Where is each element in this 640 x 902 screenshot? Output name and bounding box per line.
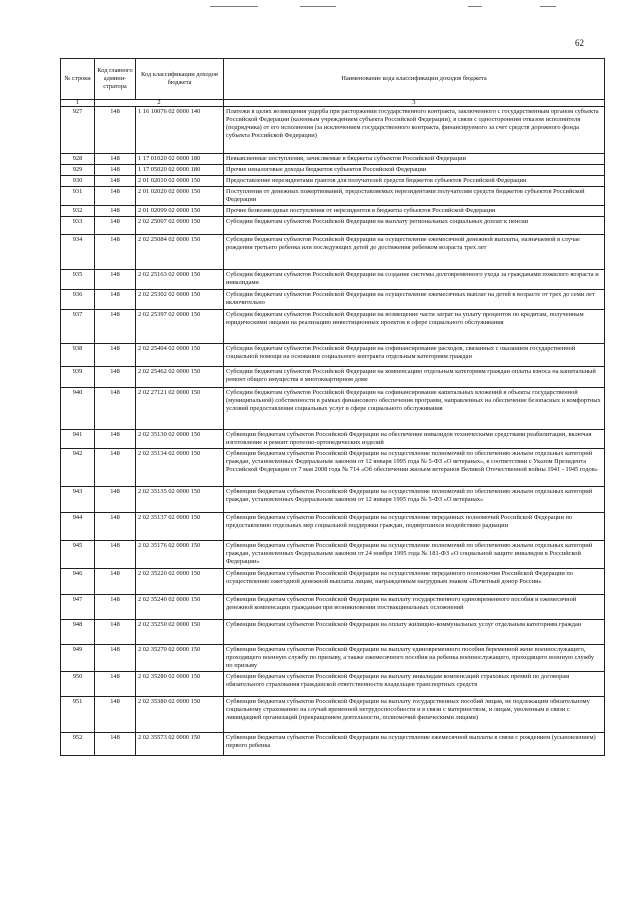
- cell-code-name: Субвенции бюджетам субъектов Российской Федерации на обеспечение инвалидов техническими средствами реабилитации, включая изготовление и ремонт протезно-ортопедических изделий: [224, 430, 605, 449]
- cell-admin-code: 148: [95, 513, 136, 541]
- cell-code-name: Прочие безвозмездные поступления от нерезидентов в бюджеты субъектов Российской Федерации: [224, 206, 605, 217]
- table-row: [61, 235, 605, 270]
- cell-code-name: Субвенции бюджетам субъектов Российской Федерации на осуществление полномочий по обеспечению жильем отдельных категорий граждан, установленных Федеральным законом от 12 января 1995 года № 5-ФЗ «О ветеранах»: [224, 487, 605, 513]
- cell-classification-code: 2 02 25007 02 0000 150: [136, 217, 224, 235]
- table-row: [61, 187, 605, 206]
- cell-code-name: Субсидии бюджетам субъектов Российской Федерации на создание системы долговременного ухода за гражданами пожилого возраста и инвалидами: [224, 270, 605, 290]
- column-number-row: [61, 100, 605, 107]
- cell-classification-code: 2 02 35130 02 0000 150: [136, 430, 224, 449]
- cell-code-name: Субвенции бюджетам субъектов Российской Федерации на оплату жилищно-коммунальных услуг отдельным категориям граждан: [224, 620, 605, 645]
- cell-admin-code: 148: [95, 107, 136, 154]
- cell-code-name: Субвенции бюджетам субъектов Российской Федерации на выплату единовременного пособия беременной жене военнослужащего, проходящего военную службу по призыву, а также ежемесячного пособия на ребенка военнослужащего, проходящего военную службу по призыву: [224, 645, 605, 672]
- cell-classification-code: 2 02 35280 02 0000 150: [136, 672, 224, 697]
- table-row: [61, 290, 605, 310]
- cell-admin-code: 148: [95, 270, 136, 290]
- cell-admin-code: 148: [95, 595, 136, 620]
- cell-row-number: 941: [61, 430, 95, 449]
- table-row: [61, 569, 605, 595]
- cell-admin-code: 148: [95, 620, 136, 645]
- cell-row-number: 940: [61, 388, 95, 430]
- cell-classification-code: 2 01 02099 02 0000 150: [136, 206, 224, 217]
- table-row: [61, 733, 605, 756]
- header-admin-code: Код главного админи-стратора: [95, 59, 136, 100]
- table-row: [61, 513, 605, 541]
- cell-row-number: 945: [61, 541, 95, 569]
- scan-artifact-line: [540, 6, 556, 7]
- cell-row-number: 931: [61, 187, 95, 206]
- cell-row-number: 944: [61, 513, 95, 541]
- page-number: 62: [575, 38, 584, 48]
- cell-code-name: Субвенции бюджетам субъектов Российской Федерации на выплату инвалидам компенсаций страховых премий по договорам обязательного страхования гражданской ответственности владельцев транспортных средств: [224, 672, 605, 697]
- cell-classification-code: 2 02 35250 02 0000 150: [136, 620, 224, 645]
- table-row: [61, 217, 605, 235]
- table-row: [61, 645, 605, 672]
- cell-row-number: 949: [61, 645, 95, 672]
- table-row: [61, 449, 605, 487]
- scan-artifact-line: [300, 6, 336, 7]
- cell-admin-code: 148: [95, 430, 136, 449]
- cell-row-number: 951: [61, 697, 95, 733]
- cell-admin-code: 148: [95, 187, 136, 206]
- cell-classification-code: 2 01 02020 02 0000 150: [136, 187, 224, 206]
- cell-row-number: 939: [61, 367, 95, 388]
- cell-row-number: 935: [61, 270, 95, 290]
- table-row: [61, 541, 605, 569]
- cell-admin-code: 148: [95, 310, 136, 344]
- budget-classification-table: [60, 58, 605, 756]
- cell-classification-code: 2 02 25397 02 0000 150: [136, 310, 224, 344]
- cell-row-number: 936: [61, 290, 95, 310]
- cell-row-number: 934: [61, 235, 95, 270]
- cell-row-number: 933: [61, 217, 95, 235]
- cell-code-name: Прочие неналоговые доходы бюджетов субъектов Российской Федерации: [224, 165, 605, 176]
- cell-code-name: Субсидии бюджетам субъектов Российской Федерации на выплату региональных социальных доплат к пенсии: [224, 217, 605, 235]
- header-row-number: № строки: [61, 59, 95, 100]
- table-row: [61, 430, 605, 449]
- table-row: [61, 697, 605, 733]
- cell-admin-code: 148: [95, 697, 136, 733]
- column-number: 3: [224, 100, 605, 107]
- cell-admin-code: 148: [95, 235, 136, 270]
- scan-artifact-line: [210, 6, 258, 7]
- cell-admin-code: 148: [95, 487, 136, 513]
- cell-classification-code: 2 02 25302 02 0000 150: [136, 290, 224, 310]
- cell-admin-code: 148: [95, 733, 136, 756]
- table-row: [61, 165, 605, 176]
- cell-admin-code: 148: [95, 449, 136, 487]
- cell-classification-code: 2 02 25084 02 0000 150: [136, 235, 224, 270]
- cell-code-name: Поступления от денежных пожертвований, предоставляемых нерезидентами получателям средств бюджетов субъектов Российской Федерации: [224, 187, 605, 206]
- cell-admin-code: 148: [95, 367, 136, 388]
- cell-code-name: Субвенции бюджетам субъектов Российской Федерации на осуществление полномочий по обеспечению жильем отдельных категорий граждан, установленных Федеральным законом от 24 ноября 1995 года № 181-ФЗ «О социальной защите инвалидов в Российской Федерации»: [224, 541, 605, 569]
- cell-row-number: 928: [61, 154, 95, 165]
- cell-code-name: Невыясненные поступления, зачисляемые в бюджеты субъектов Российской Федерации: [224, 154, 605, 165]
- cell-classification-code: 2 02 35176 02 0000 150: [136, 541, 224, 569]
- table-row: [61, 388, 605, 430]
- cell-row-number: 943: [61, 487, 95, 513]
- cell-row-number: 930: [61, 176, 95, 187]
- cell-row-number: 946: [61, 569, 95, 595]
- cell-classification-code: 1 17 01020 02 0000 180: [136, 154, 224, 165]
- column-number: 1: [61, 100, 95, 107]
- table-header-row: [61, 59, 605, 100]
- cell-classification-code: 2 02 25163 02 0000 150: [136, 270, 224, 290]
- cell-code-name: Платежи в целях возмещения ущерба при расторжении государственного контракта, заключенного с государственным органом субъекта Российской Федерации (казенным учреждением субъекта Российской Федерации), в связи с односторонним отказом исполнителя (подрядчика) от его исполнения (за исключением государственного контракта, финансируемого за счет средств дорожного фонда субъекта Российской Федерации): [224, 107, 605, 154]
- cell-classification-code: 2 02 25404 02 0000 150: [136, 344, 224, 367]
- cell-classification-code: 1 17 05020 02 0000 180: [136, 165, 224, 176]
- scan-artifact-line: [468, 6, 482, 7]
- cell-row-number: 948: [61, 620, 95, 645]
- cell-row-number: 942: [61, 449, 95, 487]
- cell-code-name: Субвенции бюджетам субъектов Российской Федерации на выплату государственного единовременного пособия и ежемесячной денежной компенсации гражданам при возникновении поствакцинальных осложнений: [224, 595, 605, 620]
- cell-classification-code: 2 02 35134 02 0000 150: [136, 449, 224, 487]
- table-row: [61, 206, 605, 217]
- table-row: [61, 176, 605, 187]
- cell-classification-code: 2 02 35220 02 0000 150: [136, 569, 224, 595]
- cell-classification-code: 2 02 35573 02 0000 150: [136, 733, 224, 756]
- table-row: [61, 344, 605, 367]
- table-row: [61, 487, 605, 513]
- cell-code-name: Субвенции бюджетам субъектов Российской Федерации на осуществление полномочий по обеспечению жильем отдельных категорий граждан, установленных Федеральным законом от 12 января 1995 года № 5-ФЗ «О ветеранах», в соответствии с Указом Президента Российской Федерации от 7 мая 2008 года № 714 «Об обеспечении жильем ветеранов Великой Отечественной войны 1941 - 1945 годов»: [224, 449, 605, 487]
- cell-classification-code: 2 02 35137 02 0000 150: [136, 513, 224, 541]
- cell-classification-code: 2 02 27121 02 0000 150: [136, 388, 224, 430]
- cell-row-number: 950: [61, 672, 95, 697]
- cell-code-name: Субсидии бюджетам субъектов Российской Федерации на возмещение части затрат на уплату процентов по кредитам, полученным юридическими лицами на реализацию инвестиционных проектов в сфере социального обслуживания: [224, 310, 605, 344]
- cell-admin-code: 148: [95, 672, 136, 697]
- cell-admin-code: 148: [95, 541, 136, 569]
- cell-classification-code: 2 02 35240 02 0000 150: [136, 595, 224, 620]
- column-number: 2: [95, 100, 224, 107]
- cell-code-name: Субсидии бюджетам субъектов Российской Федерации на компенсацию отдельным категориям граждан оплаты взноса на капитальный ремонт общего имущества в многоквартирном доме: [224, 367, 605, 388]
- cell-admin-code: 148: [95, 206, 136, 217]
- cell-row-number: 937: [61, 310, 95, 344]
- cell-admin-code: 148: [95, 217, 136, 235]
- table-row: [61, 367, 605, 388]
- cell-classification-code: 1 16 10076 02 0000 140: [136, 107, 224, 154]
- cell-admin-code: 148: [95, 154, 136, 165]
- cell-row-number: 947: [61, 595, 95, 620]
- cell-code-name: Субвенции бюджетам субъектов Российской Федерации на осуществление ежемесячной выплаты в связи с рождением (усыновлением) первого ребенка: [224, 733, 605, 756]
- table-row: [61, 154, 605, 165]
- cell-classification-code: 2 02 25462 02 0000 150: [136, 367, 224, 388]
- cell-admin-code: 148: [95, 645, 136, 672]
- table-row: [61, 270, 605, 290]
- cell-classification-code: 2 02 35135 02 0000 150: [136, 487, 224, 513]
- cell-code-name: Субсидии бюджетам субъектов Российской Федерации на софинансирование капитальных вложений в объекты государственной (муниципальной) собственности в рамках финансового обеспечения программ, направленных на обеспечение безопасных и комфортных условий предоставления социальных услуг в сфере социального обслуживания: [224, 388, 605, 430]
- table-row: [61, 620, 605, 645]
- table-row: [61, 595, 605, 620]
- cell-code-name: Субвенции бюджетам субъектов Российской Федерации на выплату государственных пособий лицам, не подлежащим обязательному социальному страхованию на случай временной нетрудоспособности и в связи с материнством, и лицам, уволенным в связи с ликвидацией организаций (прекращением деятельности, полномочий физическими лицами): [224, 697, 605, 733]
- header-code-name: Наименование кода классификации доходов бюджета: [224, 59, 605, 100]
- table-row: [61, 310, 605, 344]
- cell-row-number: 929: [61, 165, 95, 176]
- cell-code-name: Субсидии бюджетам субъектов Российской Федерации на осуществление ежемесячной денежной выплаты, назначаемой в случае рождения третьего ребенка или последующих детей до достижения ребенком возраста трех лет: [224, 235, 605, 270]
- cell-row-number: 927: [61, 107, 95, 154]
- cell-classification-code: 2 02 35380 02 0000 150: [136, 697, 224, 733]
- cell-code-name: Субсидии бюджетам субъектов Российской Федерации на осуществление ежемесячных выплат на детей в возрасте от трех до семи лет включительно: [224, 290, 605, 310]
- cell-row-number: 932: [61, 206, 95, 217]
- cell-admin-code: 148: [95, 176, 136, 187]
- cell-row-number: 938: [61, 344, 95, 367]
- cell-code-name: Предоставление нерезидентами грантов для получателей средств бюджетов субъектов Российской Федерации: [224, 176, 605, 187]
- cell-code-name: Субвенции бюджетам субъектов Российской Федерации на осуществление переданных полномочий Российской Федерации по предоставлению отдельных мер социальной поддержки граждан, подвергшихся воздействию радиации: [224, 513, 605, 541]
- cell-classification-code: 2 02 35270 02 0000 150: [136, 645, 224, 672]
- cell-row-number: 952: [61, 733, 95, 756]
- table-row: [61, 672, 605, 697]
- cell-admin-code: 148: [95, 569, 136, 595]
- header-classification-code: Код классификации доходов бюджета: [136, 59, 224, 100]
- cell-admin-code: 148: [95, 388, 136, 430]
- cell-classification-code: 2 01 02010 02 0000 150: [136, 176, 224, 187]
- cell-admin-code: 148: [95, 344, 136, 367]
- cell-code-name: Субвенции бюджетам субъектов Российской Федерации на осуществление переданного полномочия Российской Федерации по осуществлению ежегодной денежной выплаты лицам, награжденным нагрудным знаком «Почетный донор России»: [224, 569, 605, 595]
- cell-code-name: Субсидии бюджетам субъектов Российской Федерации на софинансирование расходов, связанных с оказанием государственной социальной помощи на основании социального контракта отдельным категориям граждан: [224, 344, 605, 367]
- cell-admin-code: 148: [95, 290, 136, 310]
- table-row: [61, 107, 605, 154]
- cell-admin-code: 148: [95, 165, 136, 176]
